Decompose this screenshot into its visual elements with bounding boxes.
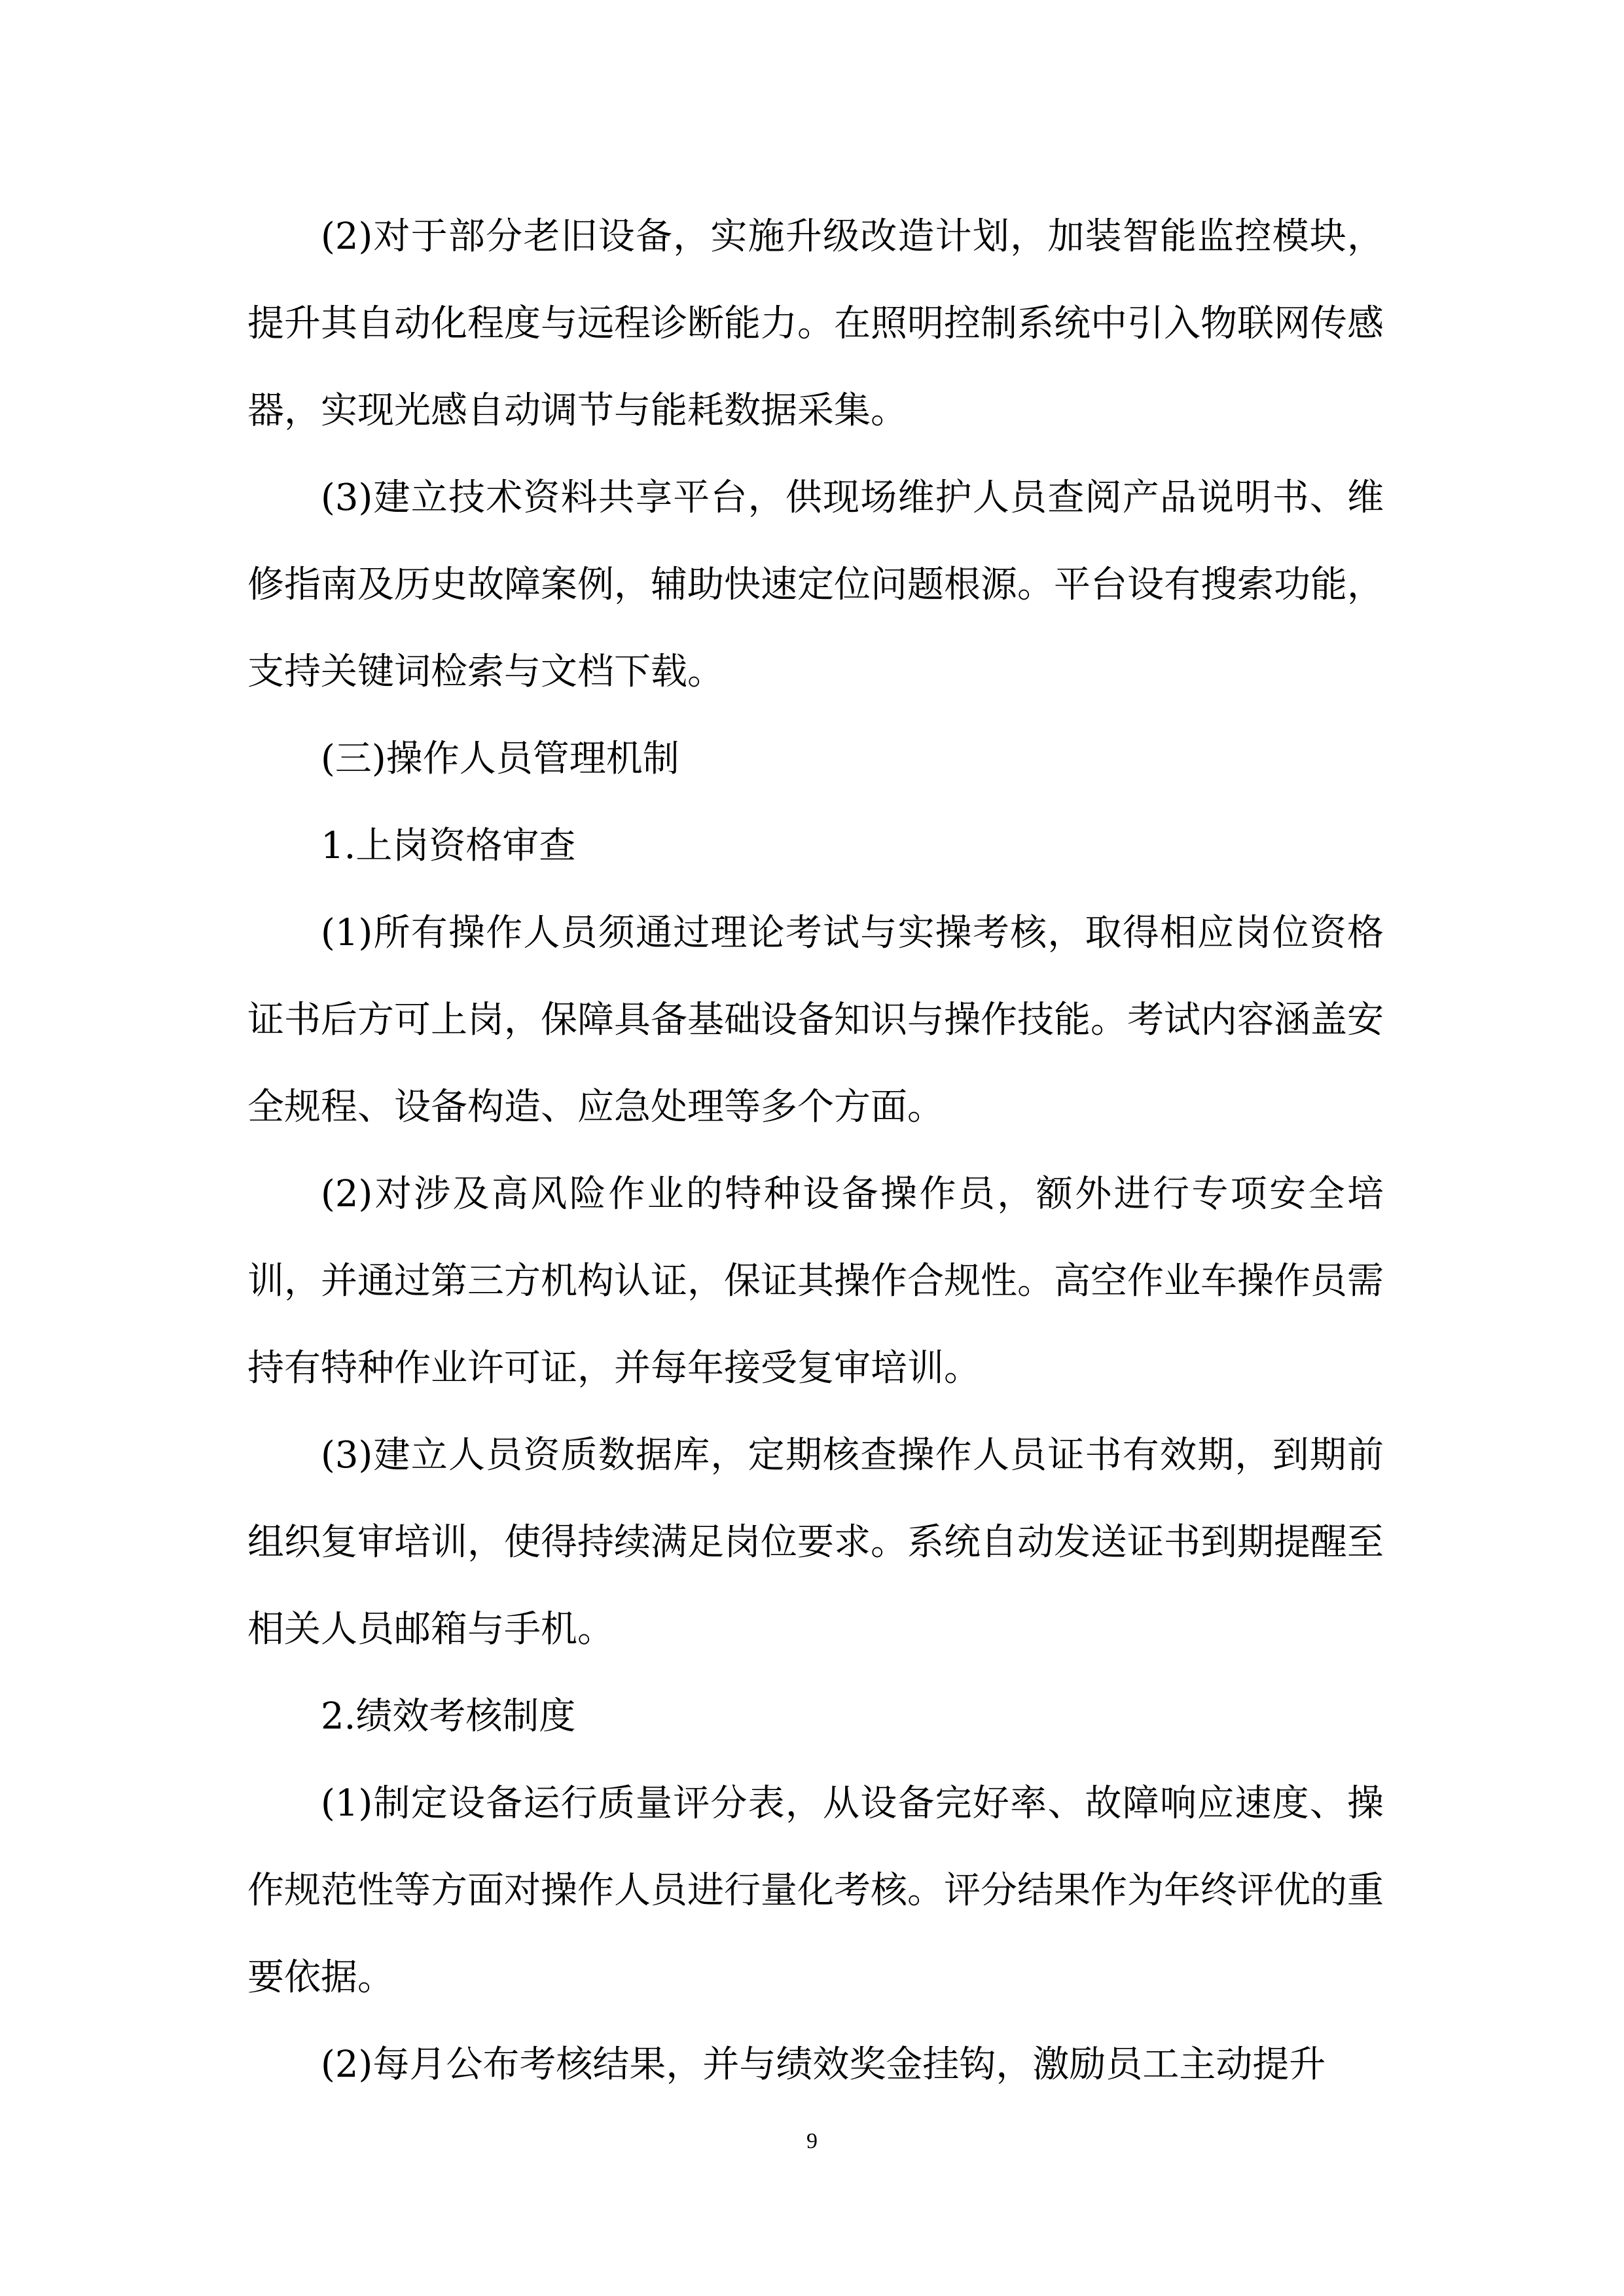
paragraph-tech-docs-platform: (3)建立技术资料共享平台，供现场维护人员查阅产品说明书、维修指南及历史故障案例，辅助快速定位问题根源。平台设有搜索功能，支持关键词检索与文档下载。 (247, 476, 1384, 693)
paragraph-quality-scorecard: (1)制定设备运行质量评分表，从设备完好率、故障响应速度、操作规范性等方面对操作人员进行量化考核。评分结果作为年终评优的重要依据。 (247, 1782, 1384, 1999)
subheading-performance-assessment: 2.绩效考核制度 (321, 1695, 576, 1738)
paragraph-equipment-upgrade: (2)对于部分老旧设备，实施升级改造计划，加装智能监控模块，提升其自动化程度与远程诊断能力。在照明控制系统中引入物联网传感器，实现光感自动调节与能耗数据采集。 (247, 215, 1384, 432)
paragraph-special-equipment-training: (2)对涉及高风险作业的特种设备操作员，额外进行专项安全培训，并通过第三方机构认证，保证其操作合规性。高空作业车操作员需持有特种作业许可证，并每年接受复审培训。 (247, 1173, 1384, 1390)
section-heading-operator-management: (三)操作人员管理机制 (321, 738, 679, 780)
page-number: 9 (806, 2129, 818, 2153)
paragraph-qualification-database: (3)建立人员资质数据库，定期核查操作人员证书有效期，到期前组织复审培训，使得持续满足岗位要求。系统自动发送证书到期提醒至相关人员邮箱与手机。 (247, 1434, 1384, 1651)
subheading-qualification-review: 1.上岗资格审查 (321, 825, 576, 867)
paragraph-monthly-results: (2)每月公布考核结果，并与绩效奖金挂钩，激励员工主动提升 (321, 2043, 1326, 2086)
paragraph-certification-exam: (1)所有操作人员须通过理论考试与实操考核，取得相应岗位资格证书后方可上岗，保障具备基础设备知识与操作技能。考试内容涵盖安全规程、设备构造、应急处理等多个方面。 (247, 912, 1384, 1128)
body-text (247, 193, 1384, 2108)
